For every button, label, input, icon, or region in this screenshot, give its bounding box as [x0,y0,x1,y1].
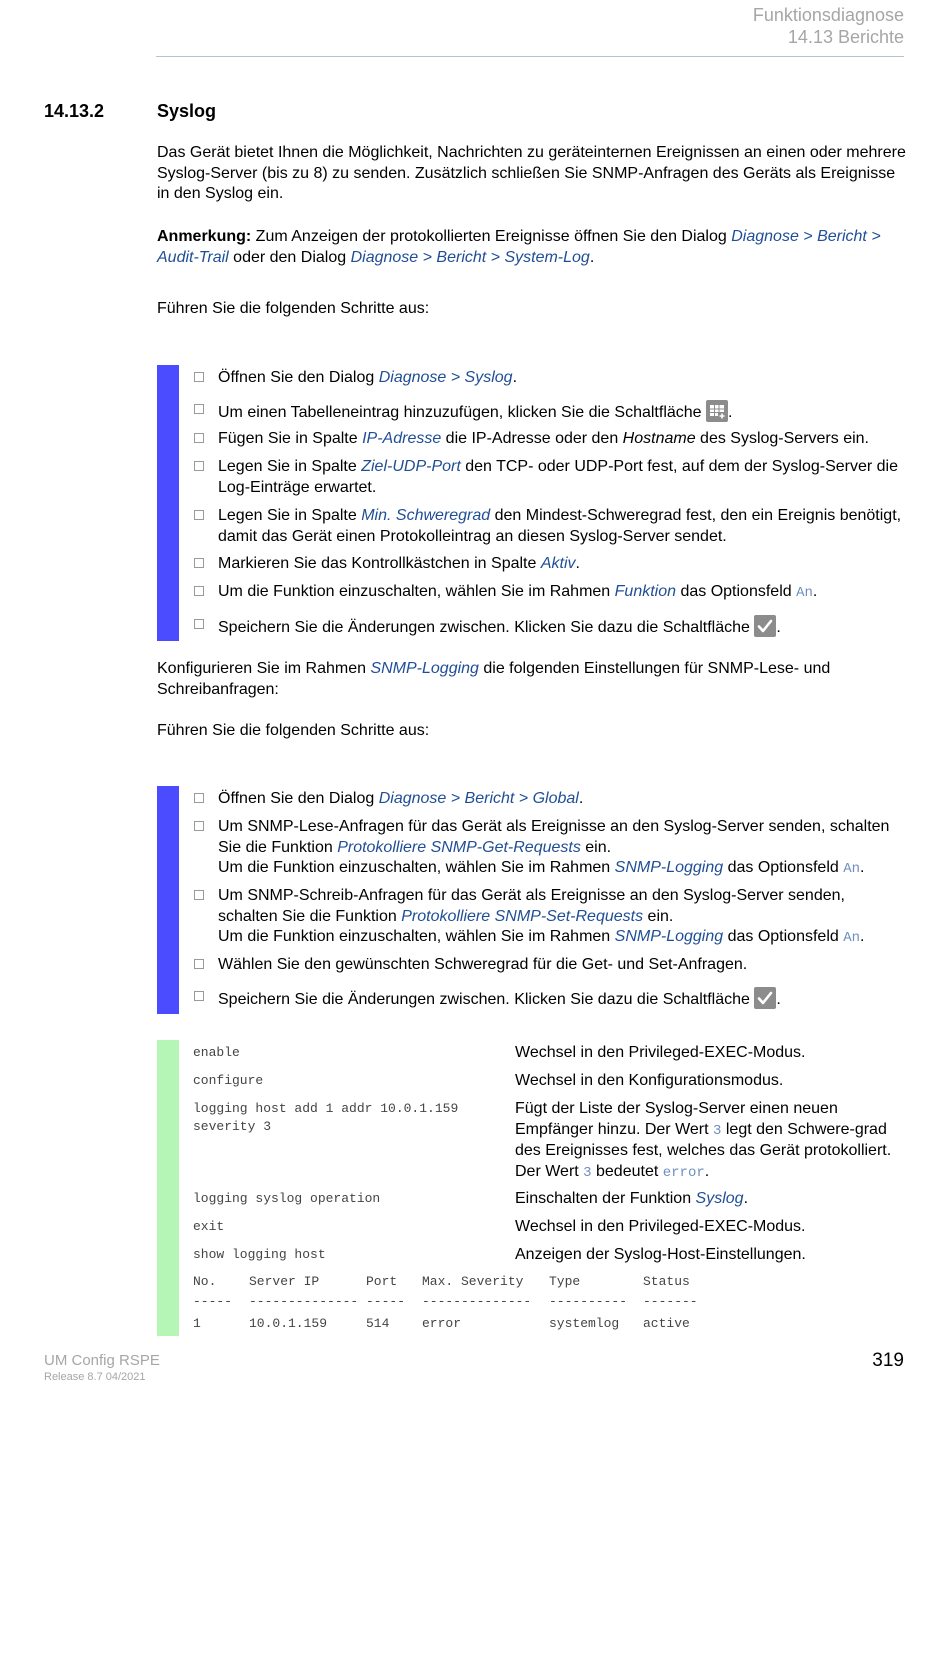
cli-description: Einschalten der Funktion Syslog. [515,1190,749,1207]
table-header-cell: Port [366,1274,398,1289]
step-item: Um SNMP-Schreib-Anfragen für das Gerät als Ereignisse an den Syslog-Server senden, schalten Sie die Funktion Protokolliere SNMP-Set-Requests ein. Um die Funktion einzuschalten, wählen Sie im Rahmen SNMP-Logging das Optionsfeld An. [194,886,907,949]
step-item: Speichern Sie die Änderungen zwischen. Klicken Sie dazu die Schaltfläche . [194,615,907,639]
step-checkbox-icon [194,404,204,414]
step-item: Fügen Sie in Spalte IP-Adresse die IP-Adresse oder den Hostname des Syslog-Servers ein. [194,429,907,450]
table-header-cell: Server IP [249,1274,320,1289]
footer-document-title: UM Config RSPE [44,1352,160,1369]
checkmark-save-icon [754,987,776,1009]
frame-name: SNMP-Logging [370,660,479,677]
table-header-cell: Type [549,1274,581,1289]
step-checkbox-icon [194,793,204,803]
dialog-path: Diagnose > Syslog [378,369,513,386]
severity-value: 3 [583,1164,592,1181]
table-header-cell: Status [643,1274,690,1289]
cli-description: Fügt der Liste der Syslog-Server einen neuen Empfänger hinzu. Der Wert 3 legt den Schwere-grad des Ereignisses fest, welches das Gerät protokolliert. Der Wert 3 bedeutet error. [515,1100,892,1181]
cli-description: Wechsel in den Konfigurationsmodus. [515,1072,784,1089]
step-item: Öffnen Sie den Dialog Diagnose > Bericht > Global. [194,789,907,810]
table-separator: -------------- [422,1294,532,1309]
step-checkbox-icon [194,586,204,596]
column-name: Ziel-UDP-Port [361,458,461,475]
function-name: Protokolliere SNMP-Get-Requests [337,838,581,856]
section-number: 14.13.2 [44,101,105,121]
cli-description: Wechsel in den Privileged-EXEC-Modus. [515,1218,806,1235]
step-item: Speichern Sie die Änderungen zwischen. Klicken Sie dazu die Schaltfläche . [194,987,907,1011]
dialog-path-audit-trail: Diagnose > Bericht > Audit-Trail [157,228,881,266]
header-chapter: Funktionsdiagnose [752,5,904,25]
step-marker-bar [157,786,179,1014]
option-value: An [843,861,861,877]
step-item: Öffnen Sie den Dialog Diagnose > Syslog. [194,368,907,389]
dialog-path-system-log: Diagnose > Bericht > System-Log [350,248,590,266]
step-checkbox-icon [194,510,204,520]
frame-name: SNMP-Logging [614,928,724,945]
intro-paragraph: Das Gerät bietet Ihnen die Möglichkeit, Nachrichten zu geräteinternen Ereignissen an einen oder mehrere Syslog-Server (bis zu 8) zu senden. Zusätzlich schließen Sie SNMP-Anfragen des Geräts als Ereignisse in den Syslog ein. [157,144,906,202]
table-header-cell: No. [193,1274,217,1289]
table-cell: 10.0.1.159 [249,1316,328,1331]
table-cell: error [422,1316,462,1331]
cli-command: logging host add 1 addr 10.0.1.159 severity 3 [193,1101,459,1134]
step-checkbox-icon [194,619,204,629]
column-name: Aktiv [540,555,576,572]
step-checkbox-icon [194,558,204,568]
table-header-cell: Max. Severity [422,1274,524,1289]
note-text: oder den Dialog [228,248,351,266]
step-item: Um einen Tabelleneintrag hinzuzufügen, klicken Sie die Schaltfläche . [194,400,907,424]
table-separator: ----- [193,1294,233,1309]
note-text: . [589,248,595,266]
column-name: IP-Adresse [362,430,442,447]
severity-value: 3 [713,1122,722,1139]
function-name: Protokolliere SNMP-Set-Requests [401,907,644,925]
step-checkbox-icon [194,433,204,443]
section-title: Syslog [157,101,217,121]
frame-name: Funktion [614,583,677,600]
step-item: Markieren Sie das Kontrollkästchen in Spalte Aktiv. [194,554,907,575]
step-item: Wählen Sie den gewünschten Schweregrad für die Get- und Set-Anfragen. [194,955,907,976]
steps-intro: Führen Sie die folgenden Schritte aus: [157,722,430,739]
step-checkbox-icon [194,372,204,382]
cli-example-box [157,1040,907,1336]
page-number: 319 [872,1350,904,1371]
table-separator: ------- [643,1294,698,1309]
step-checkbox-icon [194,890,204,900]
checkmark-save-icon [754,615,776,637]
severity-name: error [662,1164,705,1181]
table-separator: ---------- [549,1294,628,1309]
cli-command: exit [193,1219,225,1234]
column-name: Min. Schweregrad [361,507,491,524]
header-divider [156,56,904,57]
cli-marker-bar [157,1040,179,1336]
snmp-logging-paragraph: Konfigurieren Sie im Rahmen SNMP-Logging die folgenden Einstellungen für SNMP-Lese- und Schreibanfragen: [157,660,831,698]
note-label: Anmerkung: [157,228,252,245]
step-item: Um die Funktion einzuschalten, wählen Sie im Rahmen Funktion das Optionsfeld An. [194,582,907,604]
cli-command: configure [193,1073,264,1088]
step-checkbox-icon [194,959,204,969]
step-checkbox-icon [194,461,204,471]
step-box-snmp-logging [157,786,907,1014]
footer-release: Release 8.7 04/2021 [44,1371,146,1383]
step-item: Legen Sie in Spalte Min. Schweregrad den Mindest-Schweregrad fest, den ein Ereignis benötigt, damit das Gerät einen Protokolleintrag an diesen Syslog-Server sendet. [194,506,907,547]
cli-description: Wechsel in den Privileged-EXEC-Modus. [515,1044,806,1061]
running-header [753,4,904,48]
table-cell: 1 [193,1316,201,1331]
table-cell: active [643,1316,690,1331]
function-name: Syslog [695,1190,744,1207]
frame-name: SNMP-Logging [614,859,724,876]
step-marker-bar [157,365,179,641]
dialog-path: Diagnose > Bericht > Global [378,790,579,807]
step-item: Um SNMP-Lese-Anfragen für das Gerät als Ereignisse an den Syslog-Server senden, schalten Sie die Funktion Protokolliere SNMP-Get-Requests ein. Um die Funktion einzuschalten, wählen Sie im Rahmen SNMP-Logging das Optionsfeld An. [194,817,907,880]
note-paragraph [157,227,907,268]
steps-intro: Führen Sie die folgenden Schritte aus: [157,300,430,317]
header-section: 14.13 Berichte [787,27,904,47]
step-checkbox-icon [194,821,204,831]
note-text: Zum Anzeigen der protokollierten Ereignisse öffnen Sie den Dialog [251,228,732,245]
add-table-entry-icon [706,400,728,422]
table-cell: systemlog [549,1316,620,1331]
cli-command: logging syslog operation [193,1191,381,1206]
table-cell: 514 [366,1316,390,1331]
cli-command: show logging host [193,1247,326,1262]
cli-command: enable [193,1045,240,1060]
option-value: An [796,585,813,601]
host-table-output [193,1273,793,1333]
table-separator: -------------- [249,1294,359,1309]
table-separator: ----- [366,1294,406,1309]
step-box-syslog [157,365,907,641]
cli-description: Anzeigen der Syslog-Host-Einstellungen. [515,1246,806,1263]
step-item: Legen Sie in Spalte Ziel-UDP-Port den TCP- oder UDP-Port fest, auf dem der Syslog-Server die Log-Einträge erwartet. [194,457,907,498]
step-checkbox-icon [194,991,204,1001]
option-value: An [843,930,861,946]
